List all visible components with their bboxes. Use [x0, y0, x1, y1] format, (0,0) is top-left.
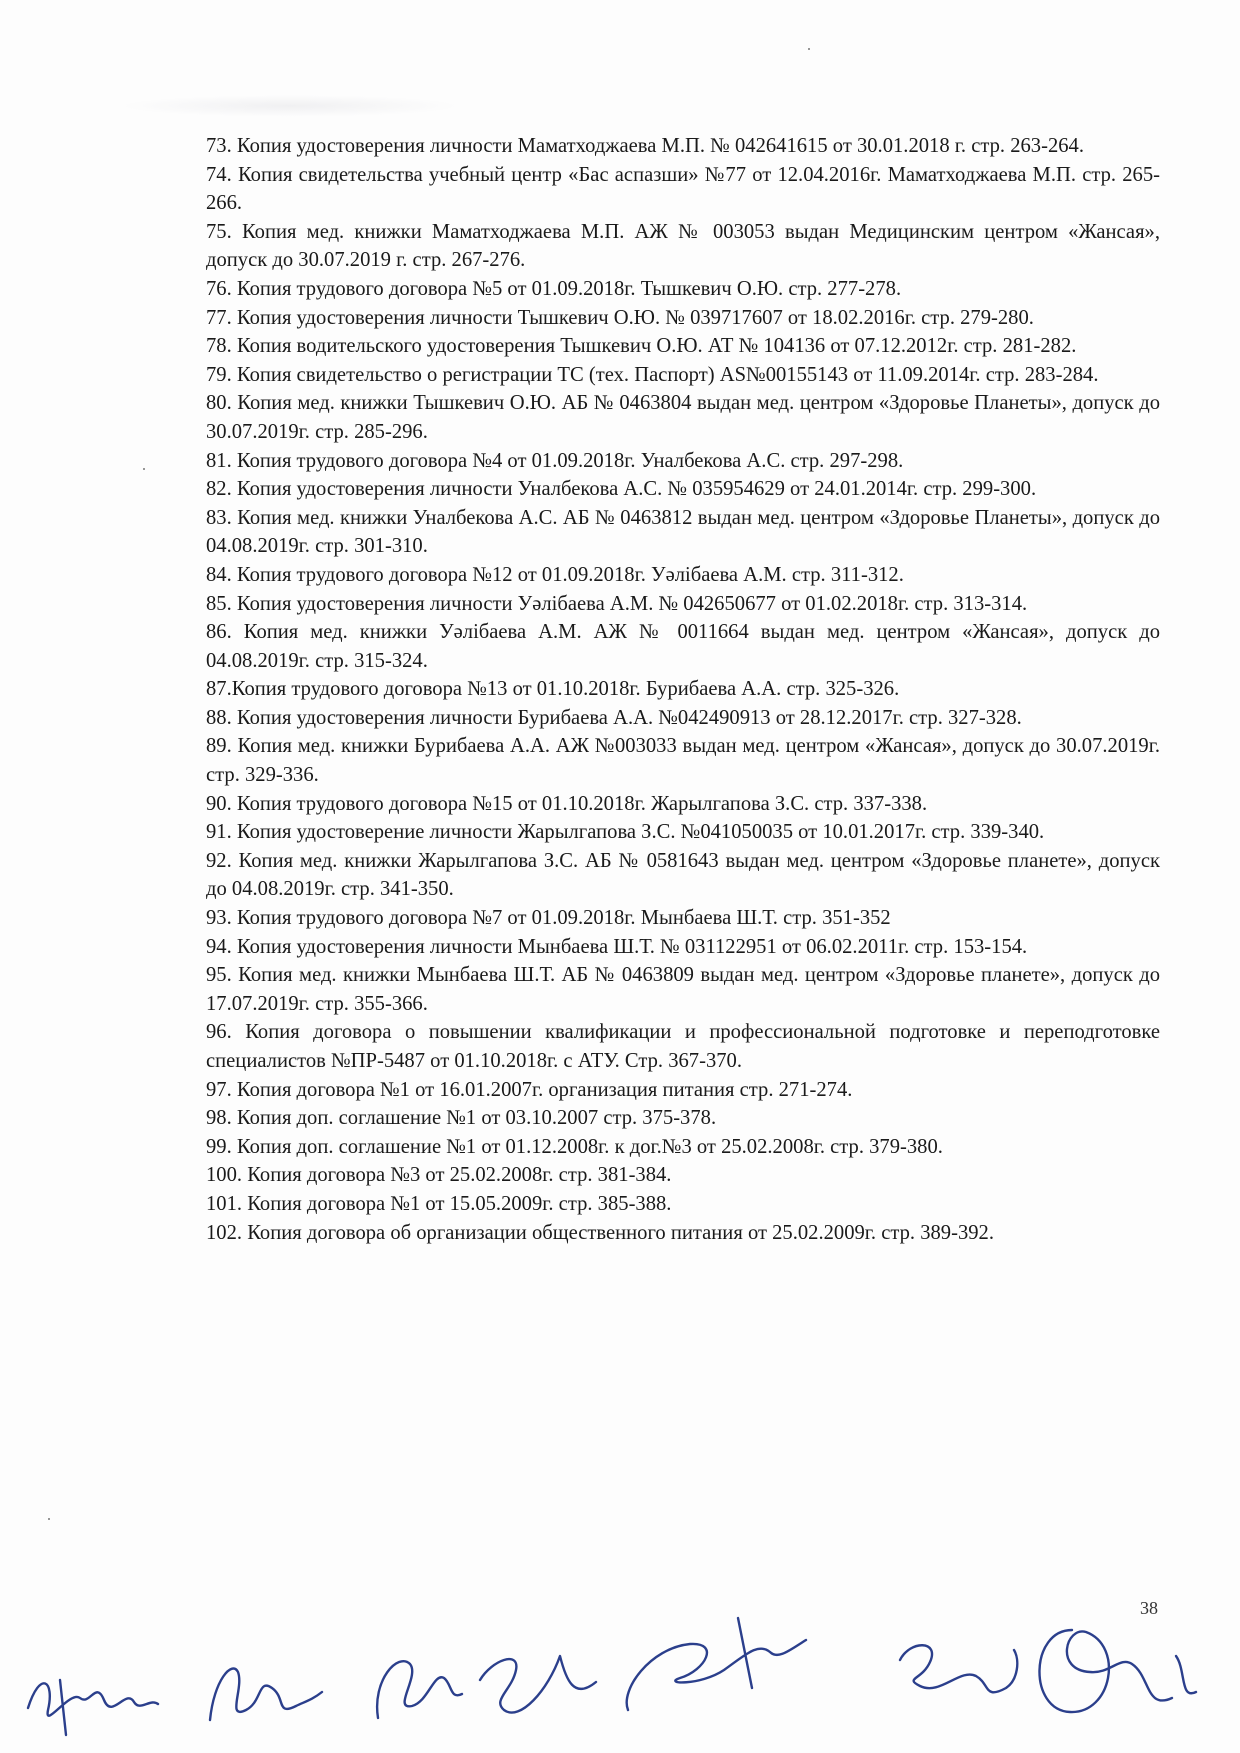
list-item: 94. Копия удостоверения личности Мынбаева Ш.Т. № 031122951 от 06.02.2011г. стр. 153-154. — [206, 935, 1028, 958]
list-item: 78. Копия водительского удостоверения Тышкевич О.Ю. АТ № 104136 от 07.12.2012г. стр. 281-282. — [206, 335, 1077, 358]
signatures-row — [0, 1560, 1240, 1753]
list-item: 95. Копия мед. книжки Мынбаева Ш.Т. АБ № 0463809 выдан мед. центром «Здоровье планете», допуск до 17.07.2019г. стр. 355-366. — [206, 964, 1160, 1015]
signature-mark — [480, 1656, 596, 1713]
list-item: 93. Копия трудового договора №7 от 01.09.2018г. Мынбаева Ш.Т. стр. 351-352 — [206, 907, 891, 930]
list-item: 80. Копия мед. книжки Тышкевич О.Ю. АБ № 0463804 выдан мед. центром «Здоровье Планеты», допуск до 30.07.2019г. стр. 285-296. — [206, 392, 1160, 443]
list-item: 76. Копия трудового договора №5 от 01.09.2018г. Тышкевич О.Ю. стр. 277-278. — [206, 277, 902, 300]
list-item: 92. Копия мед. книжки Жарылгапова З.С. АБ № 0581643 выдан мед. центром «Здоровье планете», допуск до 04.08.2019г. стр. 341-350. — [206, 849, 1160, 901]
list-item: 74. Копия свидетельства учебный центр «Бас аспазши» №77 от 12.04.2016г. Маматходжаева М.П. стр. 265-266. — [206, 163, 1160, 215]
list-item: 75. Копия мед. книжки Маматходжаева М.П. АЖ № 003053 выдан Медицинским центром «Жансая», допуск до 30.07.2019 г. стр. 267-276. — [206, 220, 1160, 272]
list-item: 81. Копия трудового договора №4 от 01.09.2018г. Уналбекова А.С. стр. 297-298. — [206, 449, 904, 472]
list-item: 91. Копия удостоверение личности Жарылгапова З.С. №041050035 от 10.01.2017г. стр. 339-340. — [206, 821, 1045, 844]
list-item: 100. Копия договора №3 от 25.02.2008г. стр. 381-384. — [206, 1164, 672, 1187]
list-item: 89. Копия мед. книжки Бурибаева А.А. АЖ №003033 выдан мед. центром «Жансая», допуск до 30.07.2019г. стр. 329-336. — [206, 735, 1160, 787]
page-number: 38 — [1140, 1598, 1158, 1618]
list-item: 98. Копия доп. соглашение №1 от 03.10.2007 стр. 375-378. — [206, 1107, 717, 1130]
list-item: 101. Копия договора №1 от 15.05.2009г. стр. 385-388. — [206, 1192, 672, 1215]
list-item: 77. Копия удостоверения личности Тышкевич О.Ю. № 039717607 от 18.02.2016г. стр. 279-280. — [206, 306, 1034, 329]
list-item: 87.Копия трудового договора №13 от 01.10.2018г. Бурибаева А.А. стр. 325-326. — [206, 678, 900, 701]
document-entry-list — [206, 132, 1160, 1247]
list-item: 96. Копия договора о повышении квалификации и профессиональной подготовке и переподготовке специалистов №ПР-5487 от 01.10.2018г. с АТУ. Стр. 367-370. — [206, 1021, 1160, 1072]
list-item: 73. Копия удостоверения личности Маматходжаева М.П. № 042641615 от 30.01.2018 г. стр. 263-264. — [206, 135, 1084, 157]
scan-speck — [48, 1518, 50, 1520]
handwritten-signatures — [0, 1560, 1240, 1753]
signature-mark — [210, 1669, 322, 1720]
list-item: 84. Копия трудового договора №12 от 01.09.2018г. Уәлібаева А.М. стр. 311-312. — [206, 563, 904, 586]
signature-mark — [900, 1645, 1017, 1692]
signature-mark — [1176, 1656, 1196, 1693]
list-item: 79. Копия свидетельство о регистрации ТС (тех. Паспорт) AS№00155143 от 11.09.2014г. стр. 283-284. — [206, 363, 1099, 386]
signature-mark — [1039, 1630, 1172, 1712]
scan-speck — [143, 468, 145, 470]
signature-mark — [627, 1640, 806, 1710]
list-item: 88. Копия удостоверения личности Бурибаева А.А. №042490913 от 28.12.2017г. стр. 327-328. — [206, 706, 1022, 729]
list-item: 97. Копия договора №1 от 16.01.2007г. организация питания стр. 271-274. — [206, 1078, 853, 1101]
list-item: 86. Копия мед. книжки Уәлібаева А.М. АЖ № 0011664 выдан мед. центром «Жансая», допуск до 04.08.2019г. стр. 315-324. — [206, 621, 1160, 672]
scan-smudge — [120, 95, 460, 117]
list-item: 102. Копия договора об организации общественного питания от 25.02.2009г. стр. 389-392. — [206, 1221, 994, 1244]
list-item: 90. Копия трудового договора №15 от 01.10.2018г. Жарылгапова З.С. стр. 337-338. — [206, 792, 928, 815]
signature-mark — [377, 1661, 462, 1718]
list-item: 82. Копия удостоверения личности Уналбекова А.С. № 035954629 от 24.01.2014г. стр. 299-300. — [206, 478, 1037, 501]
scan-speck — [808, 48, 810, 50]
list-item: 99. Копия доп. соглашение №1 от 01.12.2008г. к дог.№3 от 25.02.2008г. стр. 379-380. — [206, 1135, 943, 1158]
signature-mark — [28, 1683, 158, 1715]
list-item: 85. Копия удостоверения личности Уәлібаева А.М. № 042650677 от 01.02.2018г. стр. 313-314. — [206, 592, 1028, 615]
list-item: 83. Копия мед. книжки Уналбекова А.С. АБ № 0463812 выдан мед. центром «Здоровье Планеты», допуск до 04.08.2019г. стр. 301-310. — [206, 506, 1160, 558]
